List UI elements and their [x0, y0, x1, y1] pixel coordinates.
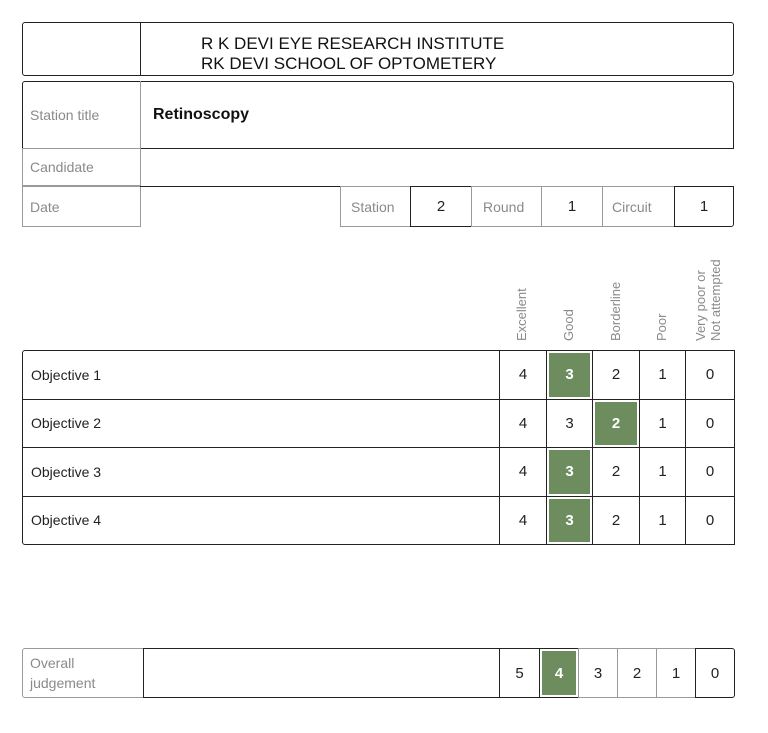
objective-score-cell[interactable]: 1 [639, 496, 686, 546]
grade-header-very-poor-line1: Very poor or [693, 270, 708, 341]
overall-label-line1: Overall [30, 655, 75, 671]
overall-score-cell[interactable]: 4 [539, 648, 579, 698]
header-logo-cell [22, 22, 141, 76]
objective-score-cell[interactable]: 0 [685, 399, 735, 449]
objective-score-cell[interactable]: 4 [499, 496, 547, 546]
grade-header-excellent: Excellent [514, 288, 529, 341]
objective-score-cell[interactable]: 2 [592, 496, 640, 546]
institute-name: R K DEVI EYE RESEARCH INSTITUTE [201, 34, 505, 53]
round-label: Round [483, 198, 525, 215]
grade-header-good: Good [561, 309, 576, 341]
date-label: Date [30, 198, 60, 215]
objective-score-cell[interactable]: 1 [639, 447, 686, 497]
objective-score-cell[interactable]: 3 [546, 447, 593, 497]
station-label: Station [351, 198, 395, 215]
circuit-number: 1 [674, 186, 734, 227]
objective-score-cell[interactable]: 4 [499, 350, 547, 400]
objective-label: Objective 1 [22, 350, 500, 400]
objective-score-cell[interactable]: 0 [685, 447, 735, 497]
objective-score-cell[interactable]: 2 [592, 350, 640, 400]
objective-score-cell[interactable]: 2 [592, 447, 640, 497]
objective-score-cell[interactable]: 4 [499, 447, 547, 497]
overall-label-line2: judgement [30, 675, 96, 691]
objective-score-cell[interactable]: 3 [546, 399, 593, 449]
station-title-value: Retinoscopy [153, 106, 250, 123]
overall-score-cell[interactable]: 1 [656, 648, 696, 698]
objective-score-cell[interactable]: 1 [639, 399, 686, 449]
station-title-label: Station title [30, 107, 100, 123]
candidate-label: Candidate [30, 159, 94, 175]
objective-score-cell[interactable]: 0 [685, 496, 735, 546]
date-value-cell [140, 186, 341, 227]
objective-score-cell[interactable]: 1 [639, 350, 686, 400]
objective-label: Objective 3 [22, 447, 500, 497]
school-name: RK DEVI SCHOOL OF OPTOMETERY [201, 54, 497, 73]
overall-score-cell[interactable]: 3 [578, 648, 618, 698]
station-number: 2 [410, 186, 472, 227]
grade-header-very-poor-line2: Not attempted [708, 259, 723, 341]
grade-header-borderline: Borderline [608, 281, 623, 341]
objective-label: Objective 2 [22, 399, 500, 449]
objective-score-cell[interactable]: 2 [592, 399, 640, 449]
overall-value-cell [143, 648, 500, 698]
overall-score-cell[interactable]: 5 [499, 648, 540, 698]
objective-label: Objective 4 [22, 496, 500, 546]
objective-score-cell[interactable]: 3 [546, 350, 593, 400]
grade-header-poor: Poor [654, 313, 669, 341]
header-title-box [140, 22, 734, 76]
objective-score-cell[interactable]: 4 [499, 399, 547, 449]
objective-score-cell[interactable]: 0 [685, 350, 735, 400]
round-number: 1 [541, 186, 603, 227]
overall-score-cell[interactable]: 2 [617, 648, 657, 698]
overall-score-cell[interactable]: 0 [695, 648, 735, 698]
overall-label [30, 653, 95, 693]
circuit-label: Circuit [612, 198, 652, 215]
objective-score-cell[interactable]: 3 [546, 496, 593, 546]
